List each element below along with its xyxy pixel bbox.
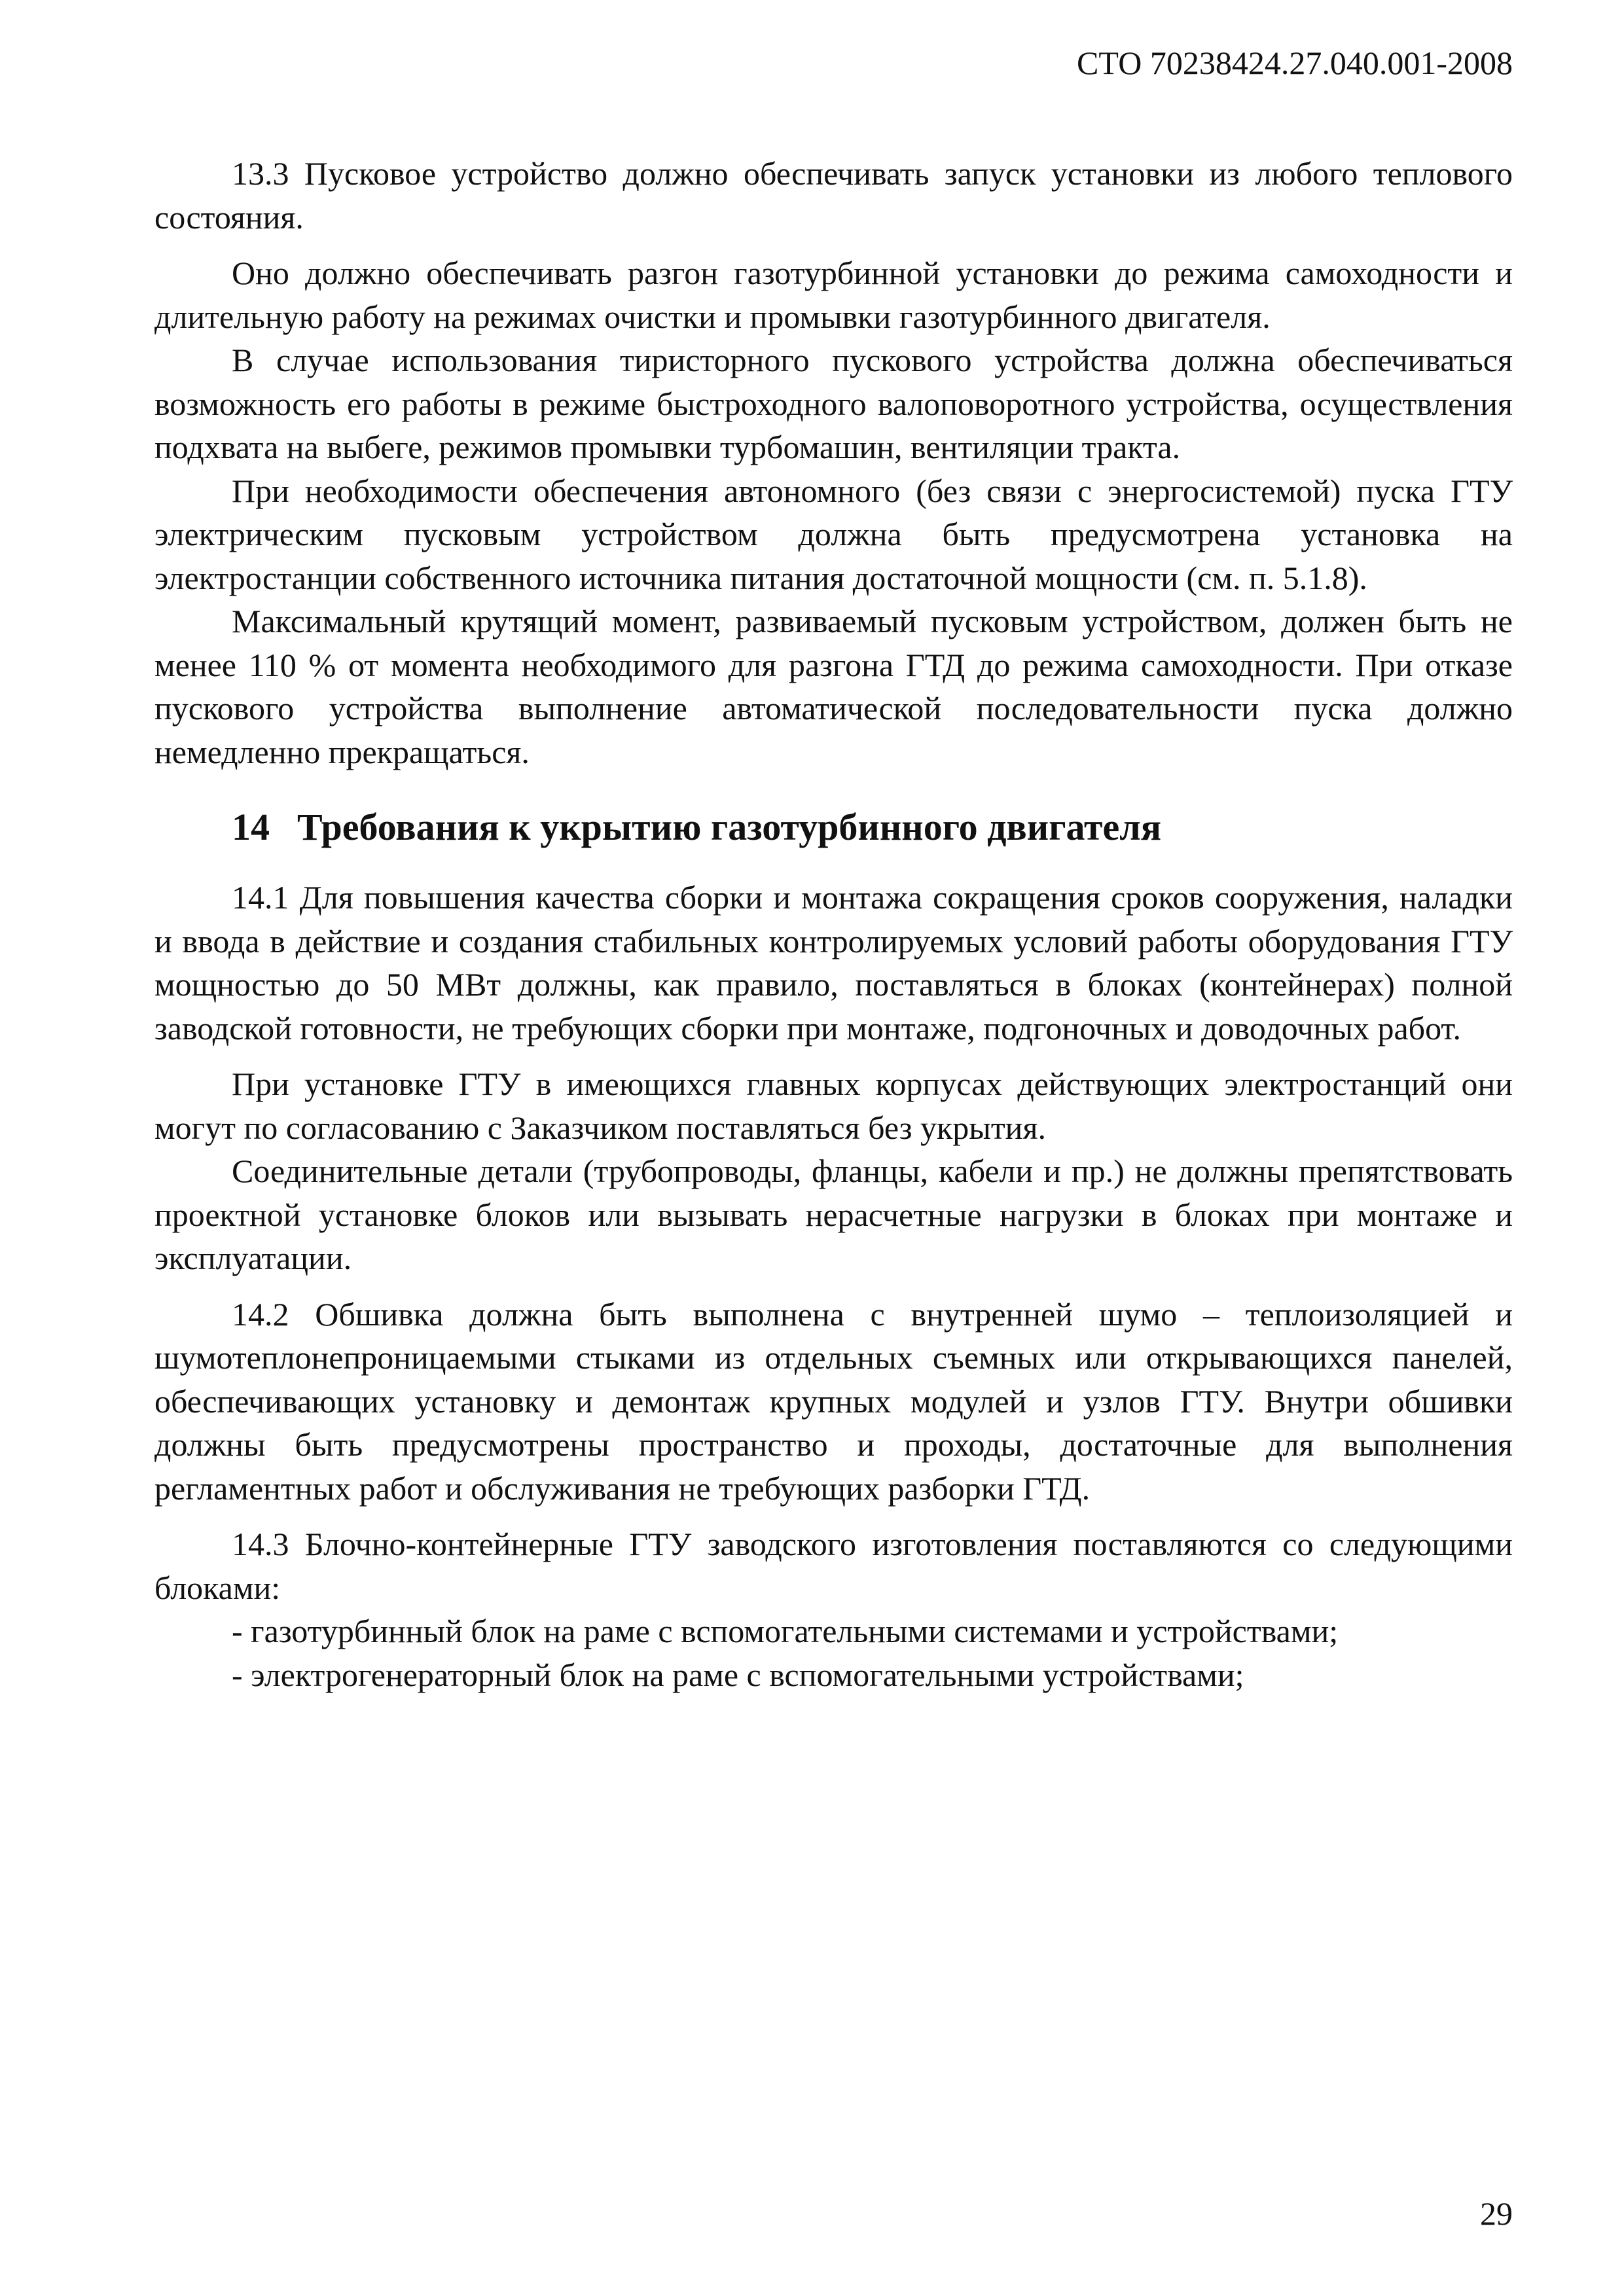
paragraph-14-1-connecting-parts: Соединительные детали (трубопроводы, фланцы, кабели и пр.) не должны препятствовать проектной установке блоков или вызывать нерасчетные нагрузки в блоках при монтаже и эксплуатации. [154,1153,1513,1276]
section-14-title: Требования к укрытию газотурбинного двигателя [297,806,1162,848]
document-code-header: СТО 70238424.27.040.001-2008 [1077,45,1513,81]
list-item-generator-block: - электрогенераторный блок на раме с вспомогательными устройствами; [232,1656,1244,1693]
paragraph-14-2: 14.2 Обшивка должна быть выполнена с внутренней шумо – теплоизоляцией и шумотеплонепроницаемыми стыками из отдельных съемных или открывающихся панелей, обеспечивающих установку и демонтаж крупных модулей и узлов ГТУ. Внутри обшивки должны быть предусмотрены пространство и проходы, достаточные для выполнения регламентных работ и обслуживания не требующих разборки ГТД. [154,1295,1513,1507]
paragraph-13-3-thyristor: В случае использования тиристорного пускового устройства должна обеспечиваться возможность его работы в режиме быстроходного валоповоротного устройства, осуществления подхвата на выбеге, режимов промывки турбомашин, вентиляции тракта. [154,342,1513,465]
list-item-gas-turbine-block: - газотурбинный блок на раме с вспомогательными системами и устройствами; [232,1613,1339,1649]
paragraph-13-3-autonomous: При необходимости обеспечения автономного (без связи с энергосистемой) пуска ГТУ электрическим пусковым устройством должна быть предусмотрена установка на электростанции собственного источника питания достаточной мощности (см. п. 5.1.8). [154,472,1513,596]
paragraph-14-1: 14.1 Для повышения качества сборки и монтажа сокращения сроков сооружения, наладки и ввода в действие и создания стабильных контролируемых условий работы оборудования ГТУ мощностью до 50 МВт должны, как правило, поставляться в блоках (контейнерах) полной заводской готовности, не требующих сборки при монтаже, подгоночных и доводочных работ. [154,879,1513,1047]
document-body [154,152,1513,1696]
section-14-heading [154,804,1513,851]
section-14-number: 14 [232,806,270,848]
paragraph-14-1-existing-buildings: При установке ГТУ в имеющихся главных корпусах действующих электростанций они могут по согласованию с Заказчиком поставляться без укрытия. [154,1066,1513,1146]
paragraph-13-3-torque: Максимальный крутящий момент, развиваемый пусковым устройством, должен быть не менее 110 % от момента необходимого для разгона ГТД до режима самоходности. При отказе пускового устройства выполнение автоматической последовательности пуска должно немедленно прекращаться. [154,603,1513,770]
paragraph-14-3: 14.3 Блочно-контейнерные ГТУ заводского изготовления поставляются со следующими блоками: [154,1526,1513,1606]
paragraph-13-3: 13.3 Пусковое устройство должно обеспечивать запуск установки из любого теплового состояния. [154,155,1513,236]
paragraph-13-3-acceleration: Оно должно обеспечивать разгон газотурбинной установки до режима самоходности и длительную работу на режимах очистки и промывки газотурбинного двигателя. [154,255,1513,335]
page-number: 29 [1480,2195,1513,2232]
